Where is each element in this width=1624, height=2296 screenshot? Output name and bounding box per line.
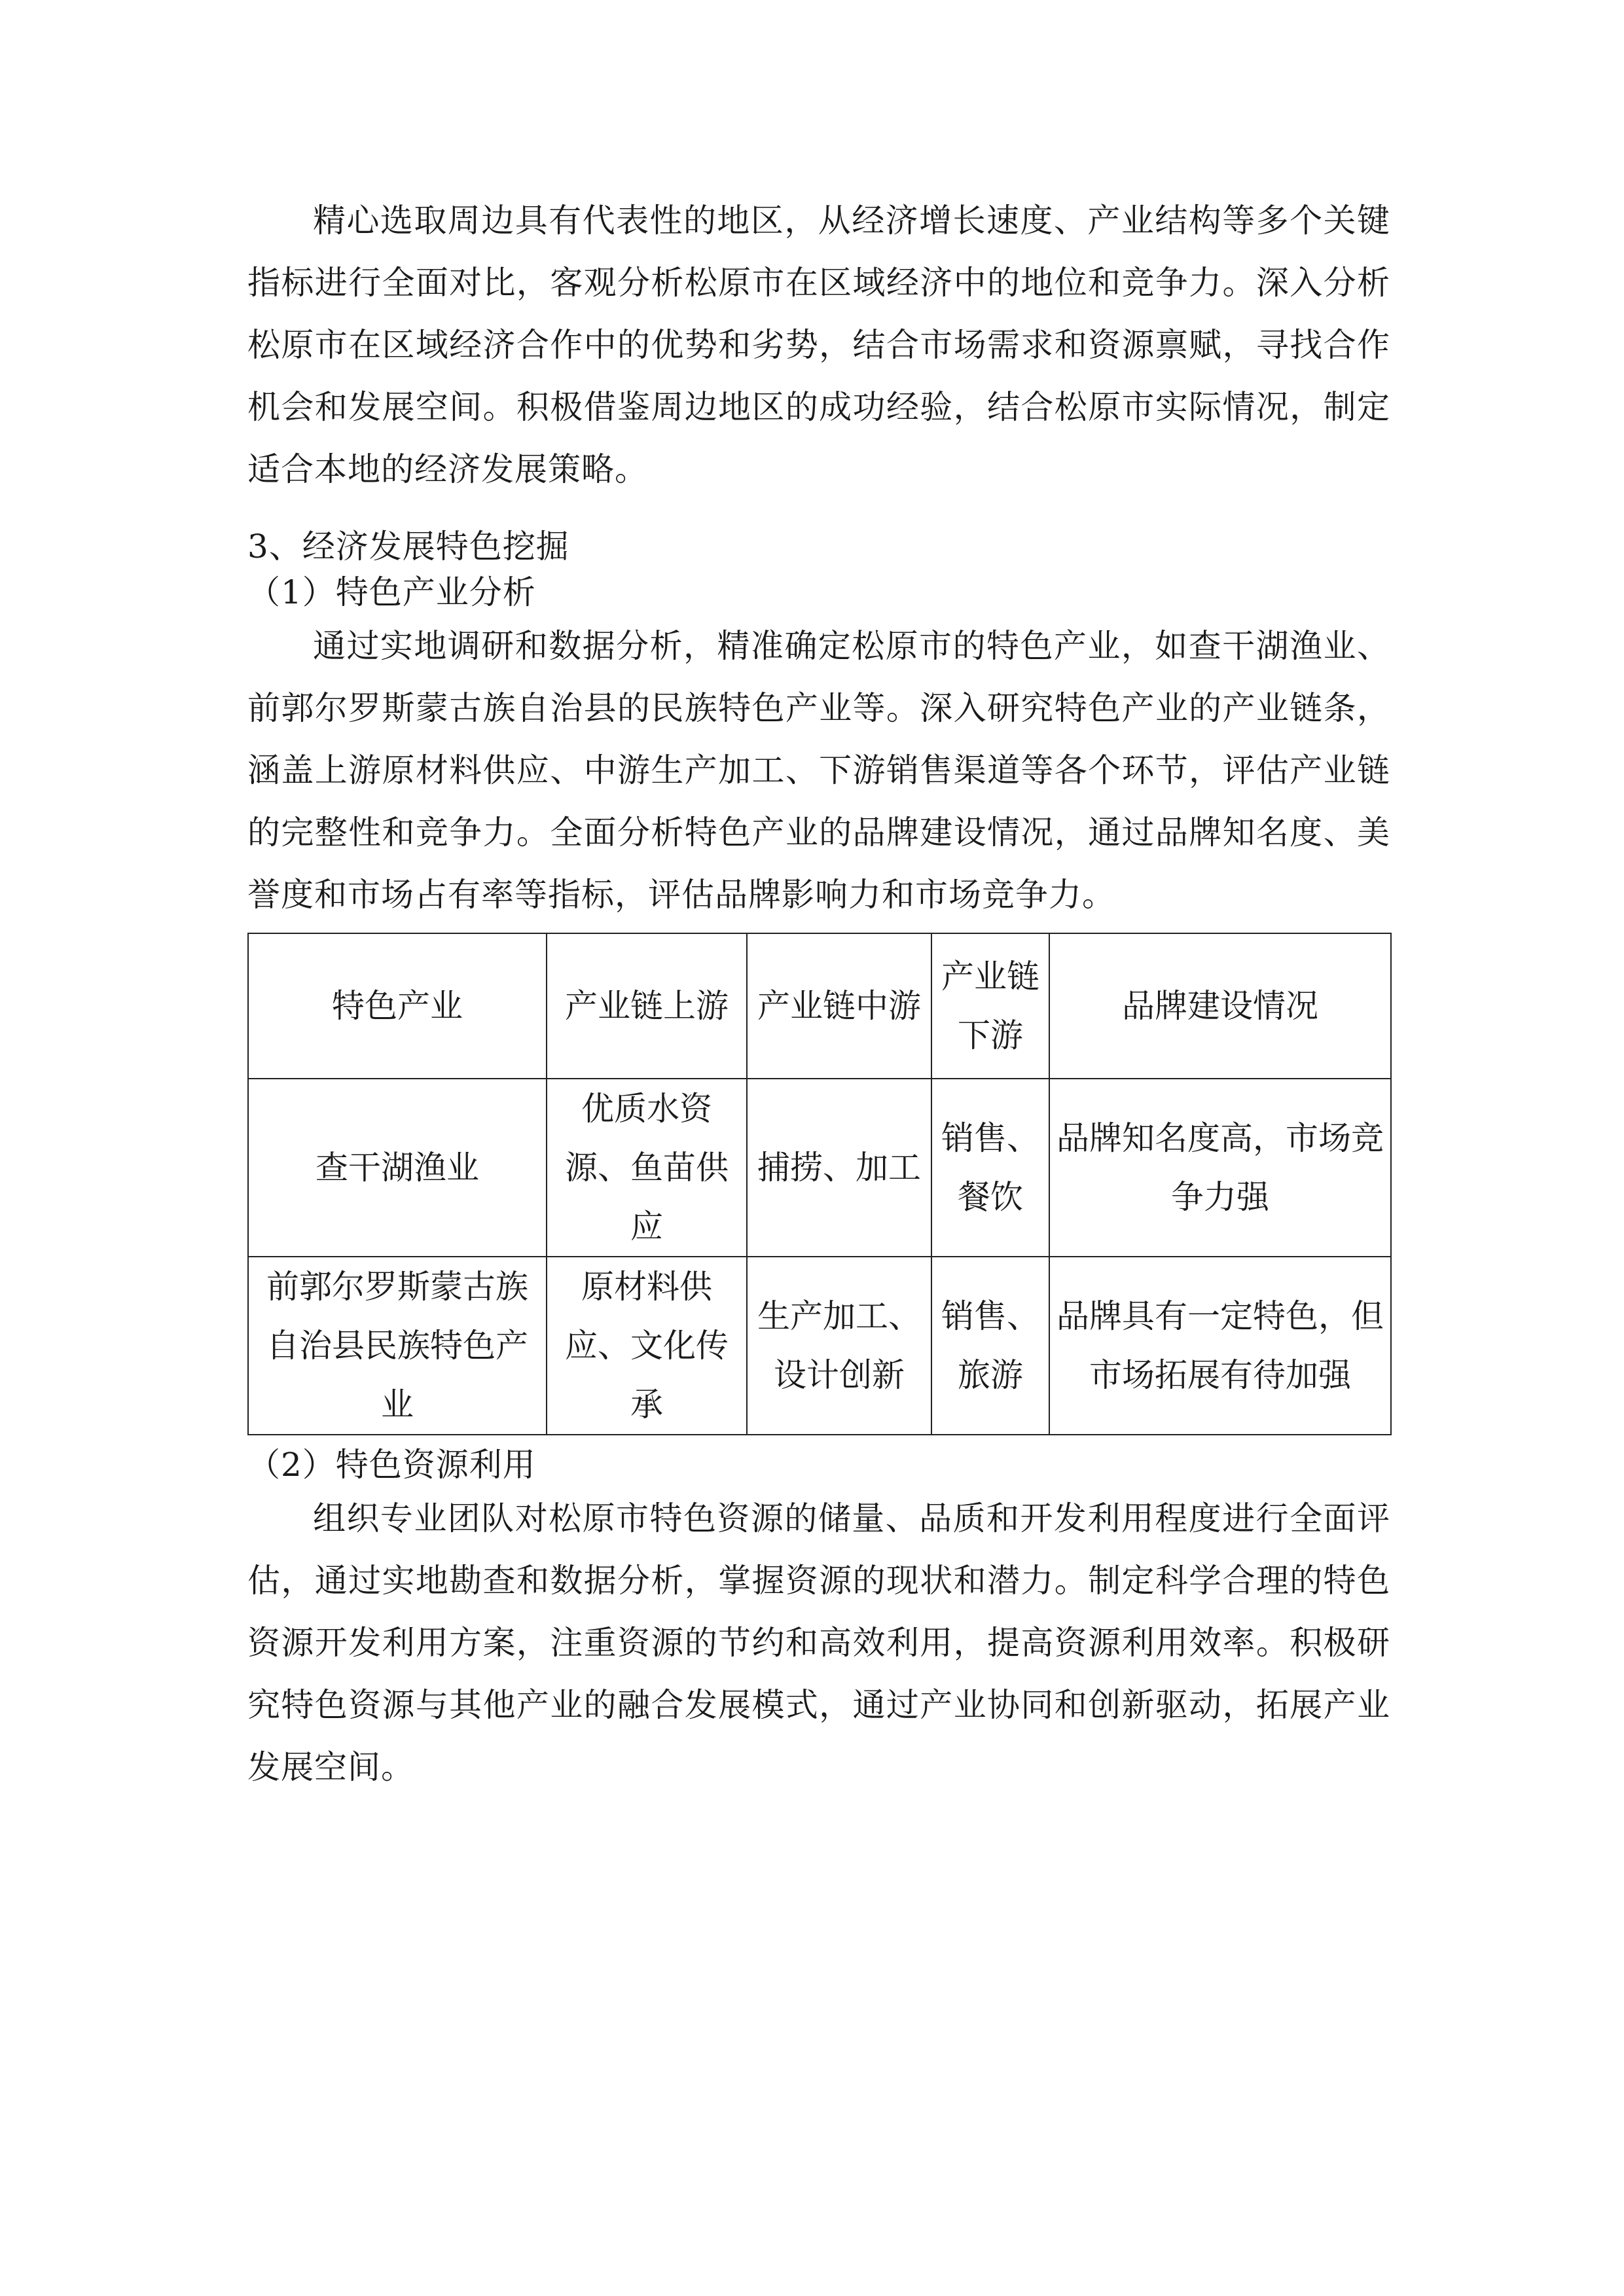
table-cell: 优质水资源、鱼苗供应 (547, 1079, 747, 1257)
section-heading-3: 3、经济发展特色挖掘 (247, 528, 569, 565)
table-cell: 捕捞、加工 (747, 1079, 931, 1257)
table-cell: 前郭尔罗斯蒙古族自治县民族特色产业 (248, 1257, 547, 1435)
table-cell: 生产加工、设计创新 (747, 1257, 931, 1435)
table-cell: 查干湖渔业 (248, 1079, 547, 1257)
subsection-heading-1: （1）特色产业分析 (247, 573, 536, 611)
table-header-cell: 产业链上游 (547, 933, 747, 1079)
table-cell: 销售、旅游 (931, 1257, 1049, 1435)
table-cell: 品牌具有一定特色，但市场拓展有待加强 (1049, 1257, 1391, 1435)
table-cell: 销售、餐饮 (931, 1079, 1049, 1257)
table-header-cell: 产业链中游 (747, 933, 931, 1079)
table-header-cell: 产业链下游 (931, 933, 1049, 1079)
subsection-heading-2: （2）特色资源利用 (247, 1446, 536, 1484)
industry-table (247, 933, 1392, 1435)
table-row (248, 1257, 1391, 1435)
table-header-cell: 特色产业 (248, 933, 547, 1079)
table-cell: 品牌知名度高，市场竞争力强 (1049, 1079, 1391, 1257)
table-cell: 原材料供应、文化传承 (547, 1257, 747, 1435)
document-page (247, 190, 1390, 1799)
table-header-cell: 品牌建设情况 (1049, 933, 1391, 1079)
paragraph-regional-comparison: 精心选取周边具有代表性的地区，从经济增长速度、产业结构等多个关键指标进行全面对比，客观分析松原市在区域经济中的地位和竞争力。深入分析松原市在区域经济合作中的优势和劣势，结合市场需求和资源禀赋，寻找合作机会和发展空间。积极借鉴周边地区的成功经验，结合松原市实际情况，制定适合本地的经济发展策略。 (247, 202, 1390, 488)
paragraph-resource-utilization: 组织专业团队对松原市特色资源的储量、品质和开发利用程度进行全面评估，通过实地勘查和数据分析，掌握资源的现状和潜力。制定科学合理的特色资源开发利用方案，注重资源的节约和高效利用，提高资源利用效率。积极研究特色资源与其他产业的融合发展模式，通过产业协同和创新驱动，拓展产业发展空间。 (247, 1499, 1390, 1786)
table-header-row (248, 933, 1391, 1079)
table-row (248, 1079, 1391, 1257)
paragraph-industry-analysis: 通过实地调研和数据分析，精准确定松原市的特色产业，如查干湖渔业、前郭尔罗斯蒙古族自治县的民族特色产业等。深入研究特色产业的产业链条，涵盖上游原材料供应、中游生产加工、下游销售渠道等各个环节，评估产业链的完整性和竞争力。全面分析特色产业的品牌建设情况，通过品牌知名度、美誉度和市场占有率等指标，评估品牌影响力和市场竞争力。 (247, 627, 1390, 914)
